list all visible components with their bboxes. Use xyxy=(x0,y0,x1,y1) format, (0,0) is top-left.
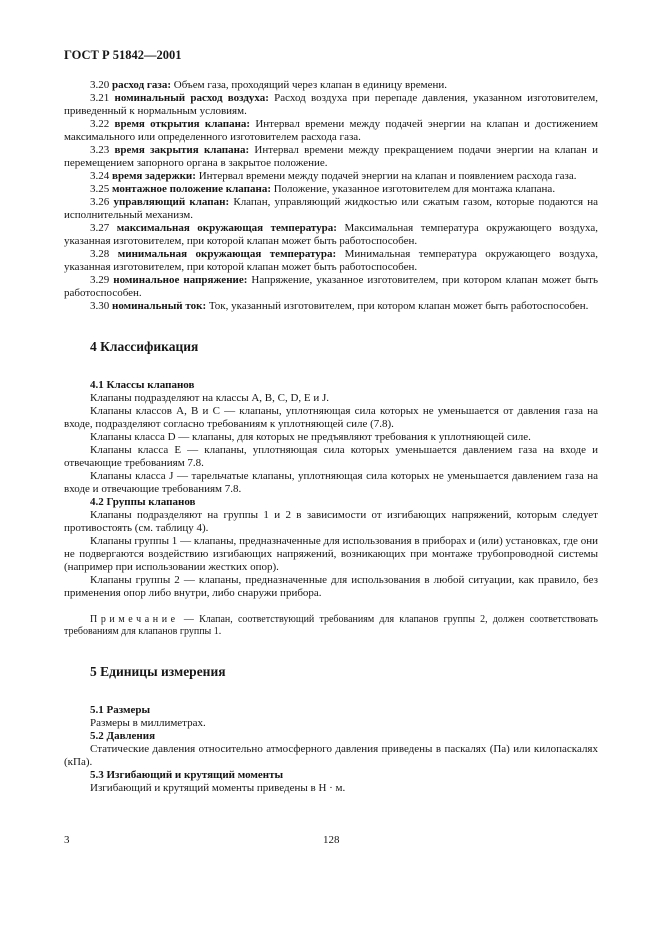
definition-item xyxy=(64,92,598,118)
sheet-number: 128 xyxy=(323,834,340,846)
subsection-5-2-text: Статические давления относительно атмосферного давления приведены в паскалях (Па) или килопаскалях (кПа). xyxy=(64,743,598,768)
definition-number: 3.24 xyxy=(90,170,110,182)
definition-text: Ток, указанный изготовителем, при котором клапан может быть работоспособен. xyxy=(206,300,589,312)
subsection-5-3-text: Изгибающий и крутящий моменты приведены в Н · м. xyxy=(90,782,346,794)
paragraph: Клапаны подразделяют на группы 1 и 2 в зависимости от изгибающих напряжений, которым следует противостоять (см. таблицу 4). xyxy=(64,509,598,534)
definition-term: максимальная окружающая температура: xyxy=(116,222,337,234)
note-text: — Клапан, соответствующий требованиям для клапанов группы 2, должен соответствовать требованиям для клапанов группы 1. xyxy=(64,614,598,637)
definition-term: время закрытия клапана: xyxy=(114,144,250,156)
definition-item xyxy=(64,196,598,222)
definition-term: номинальное напряжение: xyxy=(113,274,248,286)
definition-text: Клапан, управляющий жидкостью или сжатым газом, которые подаются на исполнительный механизм. xyxy=(64,196,598,221)
definition-item xyxy=(64,170,598,183)
subsection-4-1-title: 4.1 Классы клапанов xyxy=(90,379,195,391)
definition-text: Положение, указанное изготовителем для монтажа клапана. xyxy=(270,183,556,195)
paragraph: Клапаны группы 1 — клапаны, предназначенные для использования в приборах и (или) установках, где они не подвергаются воздействию изгибающих напряжений, возникающих при монтаже трубопроводной системы (например при использовании жестких опор). xyxy=(64,535,598,573)
definition-term: монтажное положение клапана: xyxy=(112,183,271,195)
definition-number: 3.20 xyxy=(90,79,110,91)
definition-text: Интервал времени между прекращением подачи энергии на клапан и перемещением запорного органа в закрытое положение. xyxy=(64,144,599,169)
definition-item xyxy=(64,144,598,170)
page-number: 3 xyxy=(64,834,70,846)
paragraph: Клапаны класса D — клапаны, для которых не предъявляют требования к уплотняющей силе. xyxy=(90,431,531,443)
definitions-list xyxy=(64,79,598,313)
definition-item xyxy=(64,118,598,144)
definition-number: 3.26 xyxy=(90,196,110,208)
subsection-4-2-title: 4.2 Группы клапанов xyxy=(90,496,196,508)
definition-item xyxy=(64,300,598,313)
definition-number: 3.23 xyxy=(90,144,110,156)
definition-item xyxy=(64,222,598,248)
subsection-5-1-title: 5.1 Размеры xyxy=(90,704,151,716)
paragraph: Клапаны группы 2 — клапаны, предназначенные для использования в любой ситуации, как правило, без применения опор либо внутри, либо снаружи прибора. xyxy=(64,574,598,599)
definition-number: 3.30 xyxy=(90,300,110,312)
subsection-5-2-title: 5.2 Давления xyxy=(90,730,156,742)
definition-text: Напряжение, указанное изготовителем, при котором клапан может быть работоспособен. xyxy=(64,274,599,299)
paragraph: Клапаны классов А, В и С — клапаны, уплотняющая сила которых не уменьшается от давления газа на входе, подразделяют согласно требованиям к уплотняющей силе (7.8). xyxy=(64,405,598,430)
definition-text: Интервал времени между подачей энергии на клапан и появлением расхода газа. xyxy=(195,170,577,182)
definition-item xyxy=(64,274,598,300)
subsection-5-1-text: Размеры в миллиметрах. xyxy=(90,717,206,729)
definition-term: минимальная окружающая температура: xyxy=(117,248,337,260)
definition-number: 3.21 xyxy=(90,92,110,104)
definition-number: 3.29 xyxy=(90,274,110,286)
definition-term: время открытия клапана: xyxy=(114,118,251,130)
section-5-title: 5 Единицы измерения xyxy=(90,664,226,679)
definition-term: расход газа: xyxy=(112,79,172,91)
definition-number: 3.27 xyxy=(90,222,110,234)
definition-number: 3.28 xyxy=(90,248,110,260)
definition-text: Максимальная температура окружающего воздуха, указанная изготовителем, при которой клапан может быть работоспособен. xyxy=(64,222,598,247)
section-4-title: 4 Классификация xyxy=(90,339,199,354)
definition-item xyxy=(64,183,598,196)
paragraph: Клапаны класса Е — клапаны, уплотняющая сила которых уменьшается давлением газа на входе и отвечающие требованиям 7.8. xyxy=(64,444,598,469)
definition-term: номинальный ток: xyxy=(112,300,207,312)
standard-header: ГОСТ Р 51842—2001 xyxy=(64,48,182,62)
definition-text: Интервал времени между подачей энергии на клапан и достижением максимального или определенного изготовителем расхода газа. xyxy=(64,118,598,143)
definition-term: управляющий клапан: xyxy=(113,196,230,208)
definition-text: Минимальная температура окружающего воздуха, указанная изготовителем, при которой клапан может быть работоспособен. xyxy=(64,248,598,273)
definition-term: время задержки: xyxy=(112,170,196,182)
note-label: Примечание xyxy=(90,614,179,625)
definition-number: 3.22 xyxy=(90,118,110,130)
subsection-5-3-title: 5.3 Изгибающий и крутящий моменты xyxy=(90,769,284,781)
definition-text: Объем газа, проходящий через клапан в единицу времени. xyxy=(171,79,447,91)
definition-item xyxy=(64,248,598,274)
note xyxy=(64,614,598,638)
definition-item xyxy=(64,79,598,92)
paragraph: Клапаны класса J — тарельчатые клапаны, уплотняющая сила которых не уменьшается давлением газа на входе и отвечающие требованиям 7.8. xyxy=(64,470,598,495)
subsection-4-2-body xyxy=(64,509,598,600)
definition-term: номинальный расход воздуха: xyxy=(114,92,269,104)
document-page xyxy=(64,48,598,795)
definition-number: 3.25 xyxy=(90,183,110,195)
definition-text: Расход воздуха при перепаде давления, указанном изготовителем, приведенный к нормальным условиям. xyxy=(64,92,599,117)
paragraph: Клапаны подразделяют на классы А, В, С, D, Е и J. xyxy=(90,392,330,404)
subsection-4-1-body xyxy=(64,392,598,496)
